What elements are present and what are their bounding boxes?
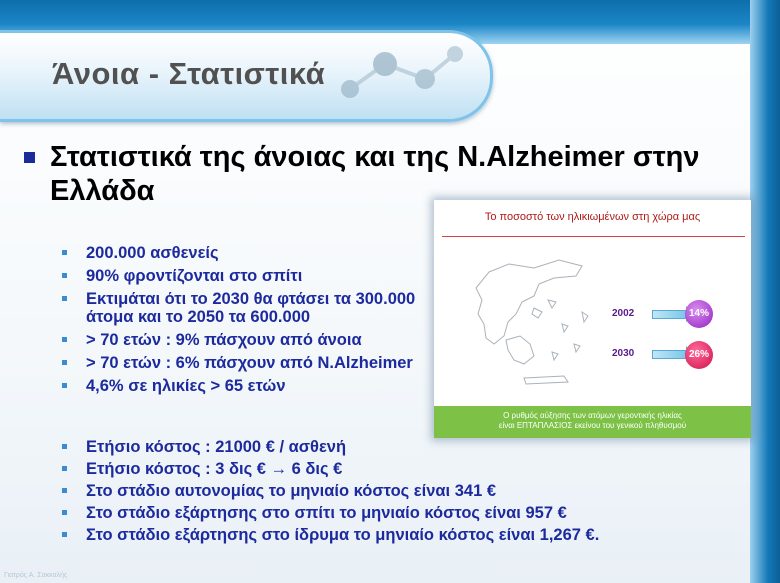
bullet-icon	[62, 383, 67, 388]
footer-note: Γιατρός Α. Σακκαλής	[4, 572, 68, 579]
panel-footer-line1: Ο ρυθμός αύξησης των ατόμων γεροντικής ηλικίας	[503, 411, 682, 420]
bullet-icon	[62, 296, 67, 301]
percentage-badge-2002: 14%	[685, 300, 713, 328]
list-item: 4,6% σε ηλικίες > 65 ετών	[62, 377, 422, 395]
percentage-badge-2030: 26%	[685, 341, 713, 369]
panel-divider	[442, 236, 745, 237]
elderly-percentage-panel	[434, 200, 751, 438]
list-item: > 70 ετών : 9% πάσχουν από άνοια	[62, 331, 422, 349]
cost-list	[62, 438, 722, 548]
bullet-icon	[62, 444, 67, 449]
greece-map-icon	[464, 252, 604, 392]
slide-heading: Στατιστικά της άνοιας και της Ν.Alzheimer στην Ελλάδα	[50, 141, 700, 207]
list-item: Στο στάδιο αυτονομίας το μηνιαίο κόστος είναι 341 €	[62, 482, 722, 500]
list-item: 200.000 ασθενείς	[62, 244, 422, 262]
year-label-2030: 2030	[612, 348, 635, 359]
list-item: Στο στάδιο εξάρτησης στο σπίτι το μηνιαίο κόστος είναι 957 €	[62, 504, 722, 522]
list-item: Ετήσιο κόστος : 3 δις € → 6 δις €	[62, 460, 722, 478]
bullet-icon	[62, 273, 67, 278]
arrow-icon	[652, 350, 686, 359]
bullet-icon	[62, 337, 67, 342]
side-band	[750, 0, 780, 583]
bullet-icon	[62, 532, 67, 537]
list-item: 90% φροντίζονται στο σπίτι	[62, 267, 422, 285]
slide-title: Άνοια - Στατιστικά	[52, 56, 326, 91]
arrow-icon	[652, 310, 686, 319]
bullet-icon	[62, 250, 67, 255]
list-item: Εκτιμάται ότι το 2030 θα φτάσει τα 300.000 άτομα και το 2050 τα 600.000	[62, 290, 422, 326]
list-item: Στο στάδιο εξάρτησης στο ίδρυμα το μηνιαίο κόστος είναι 1,267 €.	[62, 526, 722, 544]
year-label-2002: 2002	[612, 308, 635, 319]
list-item: > 70 ετών : 6% πάσχουν από Ν.Alzheimer	[62, 354, 422, 372]
bullet-icon	[62, 360, 67, 365]
bullet-icon	[62, 488, 67, 493]
bullet-icon	[62, 510, 67, 515]
heading-bullet-icon	[24, 152, 35, 163]
statistics-list	[62, 244, 422, 400]
molecule-decoration	[330, 34, 480, 114]
panel-footer	[434, 406, 751, 438]
list-item: Ετήσιο κόστος : 21000 € / ασθενή	[62, 438, 722, 456]
bullet-icon	[62, 466, 67, 471]
panel-footer-line2: είναι ΕΠΤΑΠΛΑΣΙΟΣ εκείνου του γενικού πληθυσμού	[498, 421, 687, 430]
panel-title: Το ποσοστό των ηλικιωμένων στη χώρα μας	[484, 211, 701, 223]
